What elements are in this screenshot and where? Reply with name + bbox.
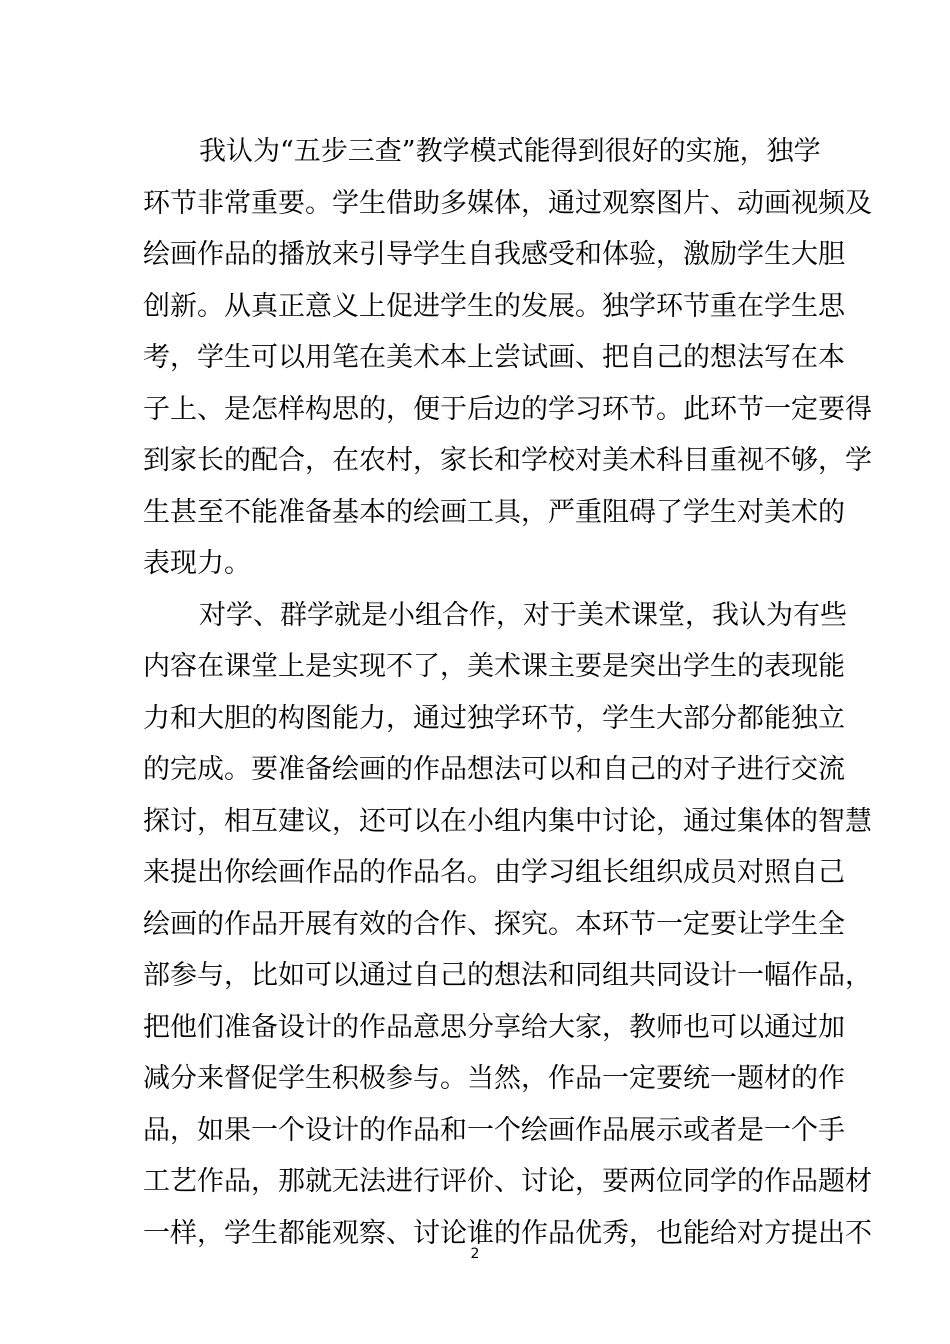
- text-line: 探讨，相互建议，还可以在小组内集中讨论，通过集体的智慧: [143, 805, 872, 837]
- text-line: 把他们准备设计的作品意思分享给大家，教师也可以通过加: [143, 1011, 845, 1043]
- text-line: 部参与，比如可以通过自己的想法和同组共同设计一幅作品，: [143, 960, 872, 991]
- text-line: 我认为“五步三查”教学模式能得到很好的实施，独学: [199, 136, 821, 167]
- text-line: 到家长的配合，在农村，家长和学校对美术科目重视不够，学: [143, 445, 872, 476]
- paragraph-1: [143, 126, 872, 590]
- text-line: 表现力。: [143, 548, 251, 579]
- text-line: 品，如果一个设计的作品和一个绘画作品展示或者是一个手: [143, 1114, 845, 1146]
- text-line: 对学、群学就是小组合作，对于美术课堂，我认为有些: [199, 599, 847, 631]
- text-line: 的完成。要准备绘画的作品想法可以和自己的对子进行交流: [143, 754, 845, 785]
- text-line: 子上、是怎样构思的，便于后边的学习环节。此环节一定要得: [143, 393, 872, 425]
- text-line: 一样，学生都能观察、讨论谁的作品优秀，也能给对方提出不: [143, 1217, 872, 1249]
- text-line: 考，学生可以用笔在美术本上尝试画、把自己的想法写在本: [143, 342, 845, 373]
- text-line: 环节非常重要。学生借助多媒体，通过观察图片、动画视频及: [143, 187, 872, 219]
- text-line: 创新。从真正意义上促进学生的发展。独学环节重在学生思: [143, 290, 845, 322]
- paragraph-2: [143, 590, 872, 1260]
- body-text: [143, 126, 872, 1259]
- text-line: 绘画的作品开展有效的合作、探究。本环节一定要让学生全: [143, 908, 845, 940]
- text-line: 来提出你绘画作品的作品名。由学习组长组织成员对照自己: [143, 857, 845, 888]
- text-line: 生甚至不能准备基本的绘画工具，严重阻碍了学生对美术的: [143, 496, 845, 528]
- text-line: 绘画作品的播放来引导学生自我感受和体验，激励学生大胆: [143, 239, 845, 270]
- text-line: 减分来督促学生积极参与。当然，作品一定要统一题材的作: [143, 1063, 845, 1094]
- page-number: 2: [470, 1246, 480, 1262]
- text-line: 力和大胆的构图能力，通过独学环节，学生大部分都能独立: [143, 702, 845, 734]
- text-line: 内容在课堂上是实现不了，美术课主要是突出学生的表现能: [143, 651, 845, 682]
- text-line: 工艺作品，那就无法进行评价、讨论，要两位同学的作品题材: [143, 1166, 872, 1197]
